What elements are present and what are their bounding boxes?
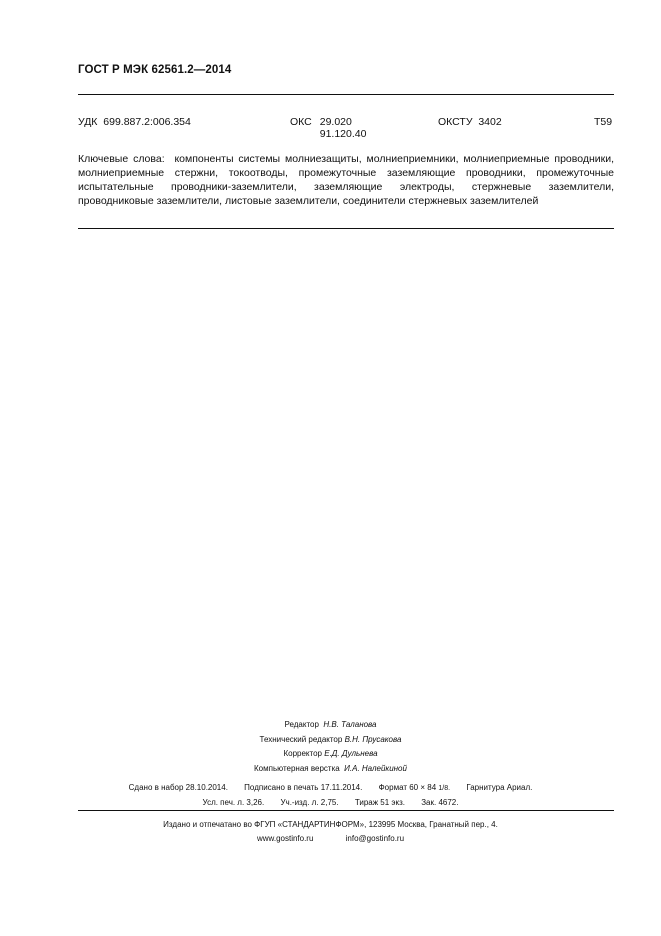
publication-details [0,781,661,809]
oks-code: 91.120.40 [319,128,367,140]
signed-date: Подписано в печать 17.11.2014. [244,783,363,792]
format-fraction: 1/8. [438,785,451,792]
header-divider [78,94,614,95]
credit-role: Компьютерная верстка [254,763,340,773]
credit-role: Технический редактор [259,734,343,744]
credits-block [0,718,661,776]
website-link[interactable]: www.gostinfo.ru [256,834,314,843]
submitted-date: Сдано в набор 28.10.2014. [128,783,228,792]
email-link[interactable]: info@gostinfo.ru [345,834,405,843]
publisher-sheets: Уч.-изд. л. 2,75. [280,797,339,807]
printer-contacts [0,832,661,846]
print-sheets: Усл. печ. л. 3,26. [202,797,265,807]
oks-code: 29.020 [319,116,352,128]
oks-label: ОКС [290,116,312,128]
footer-divider [78,810,614,811]
typeface: Гарнитура Ариал. [466,783,533,792]
credit-role: Редактор [284,720,319,729]
circulation: Тираж 51 экз. [354,797,405,807]
credit-name: И.А. Налейкиной [344,763,407,773]
credit-line [0,733,661,748]
udk-label: УДК [78,116,98,128]
okstu-classification [438,116,502,128]
credit-role: Корректор [283,749,322,758]
oks-classification [290,116,366,140]
keywords-paragraph [78,152,614,208]
printer-line: Издано и отпечатано во ФГУП «СТАНДАРТИНФОРМ», 123995 Москва, Гранатный пер., 4. [163,820,498,829]
okstu-value: 3402 [478,116,502,128]
publication-line-2 [0,796,661,810]
okstu-label: ОКСТУ [438,116,473,128]
paper-format: Формат 60 × 84 [378,783,437,792]
credit-line [0,747,661,762]
credit-line [0,718,661,733]
document-title: ГОСТ Р МЭК 62561.2—2014 [78,64,232,76]
credit-name: В.Н. Прусакова [344,734,402,744]
printer-info [0,818,661,846]
keywords-label: Ключевые слова: [78,153,165,165]
udk-value: 699.887.2:006.354 [103,116,191,128]
credit-name: Е.Д. Дульнева [324,749,378,758]
group-code: Т59 [594,116,613,128]
credit-line [0,762,661,777]
keywords-divider [78,228,614,229]
keywords-text: компоненты системы молниезащиты, молниеприемники, молниеприемные проводники, молниеприемные стержни, токоотводы, промежуточные заземляющие проводники, промежуточные испытательные проводники-заземлители, заземляющие электроды, стержневые заземлители, проводниковые заземлители, листовые заземлители, соединители стержневых заземлителей [78,153,614,207]
credit-name: Н.В. Таланова [323,720,377,729]
udk-classification [78,116,191,128]
publication-line-1 [0,781,661,796]
order-number: Зак. 4672. [421,797,459,807]
